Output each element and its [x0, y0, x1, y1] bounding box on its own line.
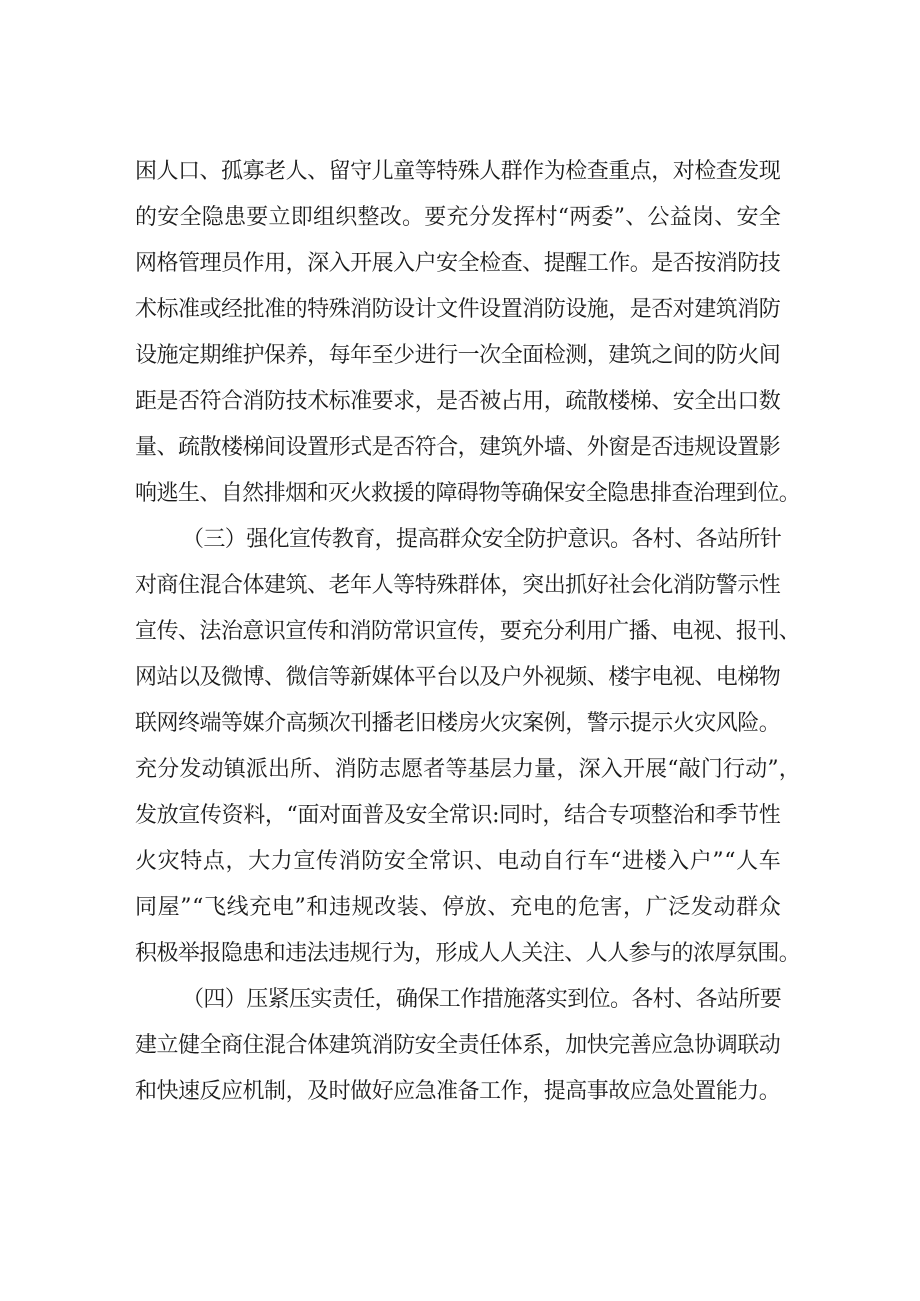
text-line: 联网终端等媒介高频次刊播老旧楼房火灾案例，警示提示火灾风险。 — [135, 711, 781, 736]
text-line: 宣传、法治意识宣传和消防常识宣传，要充分利用广播、电视、报刊、 — [135, 619, 801, 644]
text-line: 火灾特点，大力宣传消防安全常识、电动自行车“进楼入户”“人车 — [135, 849, 782, 874]
text-line: 对商住混合体建筑、老年人等特殊群体，突出抓好社会化消防警示性 — [135, 573, 781, 598]
text-line: 积极举报隐患和违法违规行为，形成人人关注、人人参与的浓厚氛围。 — [135, 941, 801, 966]
text-line: 量、疏散楼梯间设置形式是否符合，建筑外墙、外窗是否违规设置影 — [135, 435, 781, 460]
text-line: 响逃生、自然排烟和灭火救援的障碍物等确保安全隐患排查治理到位。 — [135, 481, 801, 506]
text-line: 的安全隐患要立即组织整改。要充分发挥村“两委”、公益岗、安全 — [135, 205, 782, 230]
text-line: 设施定期维护保养，每年至少进行一次全面检测，建筑之间的防火间 — [135, 343, 781, 368]
text-line: 术标准或经批准的特殊消防设计文件设置消防设施，是否对建筑消防 — [135, 297, 781, 322]
text-line: 和快速反应机制，及时做好应急准备工作，提高事故应急处置能力。 — [135, 1079, 781, 1104]
paragraph-first-line: （三）强化宣传教育，提高群众安全防护意识。各村、各站所针 — [182, 527, 782, 552]
paragraph-first-line: （四）压紧压实责任，确保工作措施落实到位。各村、各站所要 — [182, 987, 782, 1012]
text-line: 距是否符合消防技术标准要求，是否被占用，疏散楼梯、安全出口数 — [135, 389, 781, 414]
text-line: 困人口、孤寡老人、留守儿童等特殊人群作为检查重点，对检查发现 — [135, 159, 781, 184]
text-line: 网站以及微博、微信等新媒体平台以及户外视频、楼宇电视、电梯物 — [135, 665, 781, 690]
text-line: 网格管理员作用，深入开展入户安全检查、提醒工作。是否按消防技 — [135, 251, 781, 276]
text-line: 发放宣传资料，“面对面普及安全常识:同时，结合专项整治和季节性 — [135, 803, 781, 828]
text-line: 充分发动镇派出所、消防志愿者等基层力量，深入开展“敲门行动”， — [135, 757, 801, 782]
text-line: 同屋”“飞线充电”和违规改装、停放、充电的危害，广泛发动群众 — [135, 895, 782, 920]
text-line: 建立健全商住混合体建筑消防安全责任体系，加快完善应急协调联动 — [135, 1033, 781, 1058]
